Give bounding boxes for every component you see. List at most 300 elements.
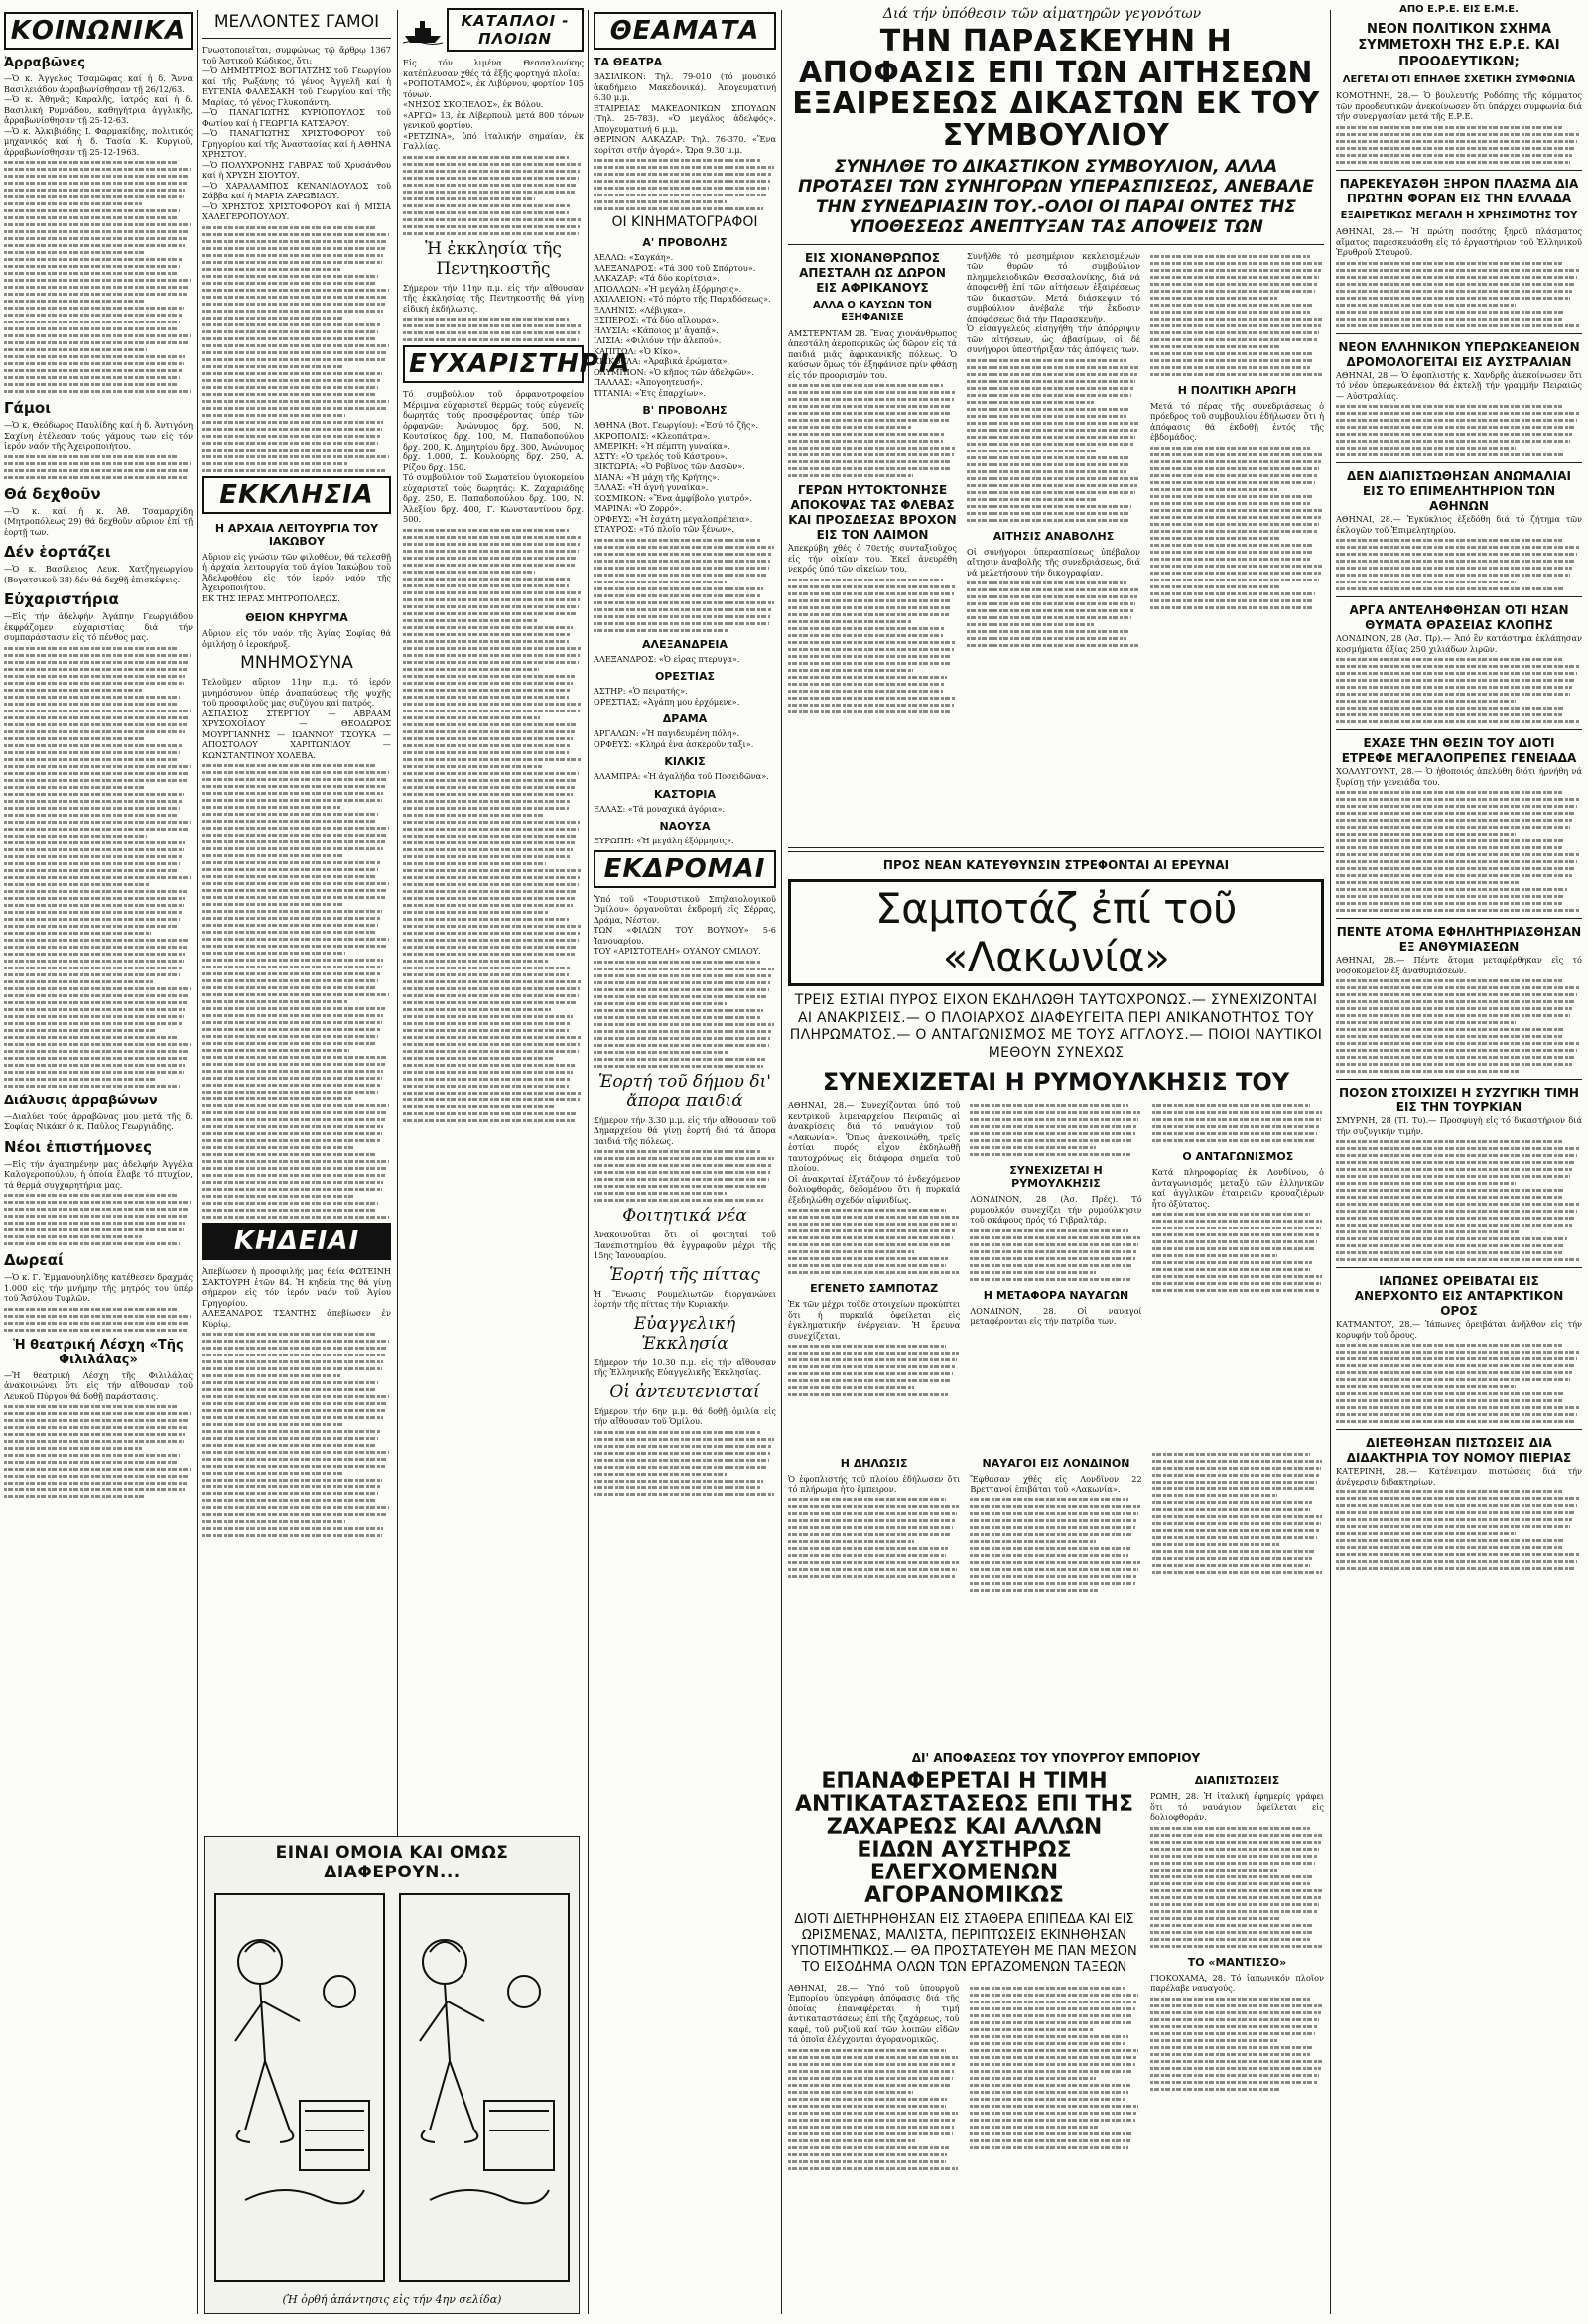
text-line [1150, 502, 1310, 505]
text-line [4, 168, 191, 171]
text-line [403, 543, 580, 546]
text-line [970, 2042, 1127, 2045]
text-line [1336, 819, 1572, 822]
text-line [4, 1242, 180, 1245]
text-line [202, 296, 387, 299]
text-line [967, 470, 1126, 473]
text-line [202, 240, 387, 243]
text-block [1152, 1104, 1324, 1142]
text-line [1336, 672, 1577, 675]
text-line [594, 1178, 769, 1181]
text-line [594, 1157, 774, 1160]
text-line [967, 588, 1138, 591]
text-line [1150, 488, 1277, 491]
text-line [970, 1146, 1096, 1149]
text-block [1336, 405, 1582, 456]
text-line [403, 758, 582, 761]
text-line [1152, 1118, 1321, 1121]
text-line [970, 1575, 1136, 1578]
text-line [970, 2049, 1139, 2052]
text-block [202, 1333, 391, 1537]
text-line [202, 966, 382, 968]
text-line [1150, 1882, 1310, 1885]
text-line [403, 828, 579, 831]
text-line [4, 279, 191, 282]
text-line [202, 1035, 378, 1038]
text-line [202, 1167, 387, 1170]
text-line [967, 644, 1138, 647]
text-line [594, 1058, 765, 1061]
brief-3-text: ΑΘΗΝΑΙ, 28.— Ὁ ἐφοπλιστής κ. Χανδρῆς ἀνεκοίνωσεν ὅτι τό νέον ὑπερωκεάνειον θά ἐκτελῇ τήν γραμμήν Πειραιῶς — Αὐστραλίας. [1336, 369, 1582, 401]
castaways-text: Ἔφθασαν χθές εἰς Λονδῖνον 22 Βρεττανοί ἐπιβάται τοῦ «Λακωνία». [970, 1474, 1142, 1494]
text-line [1152, 1487, 1316, 1490]
text-block [1152, 1213, 1324, 1292]
orestias-label: ΟΡΕΣΤΙΑΣ [654, 670, 716, 683]
sabotage-title: ΕΓΕΝΕΤΟ ΣΑΜΠΟΤΑΖ [810, 1282, 939, 1296]
text-line [788, 641, 955, 644]
text-line [202, 1423, 342, 1426]
text-line [202, 351, 387, 354]
text-line [788, 1554, 946, 1557]
text-line [967, 498, 1097, 501]
text-block [594, 1150, 776, 1202]
brief-1-subhead: ΛΕΓΕΤΑΙ ΟΤΙ ΕΠΗΛΘΕ ΣΧΕΤΙΚΗ ΣΥΜΦΩΝΙΑ [1342, 73, 1576, 85]
text-line [4, 1201, 191, 1204]
text-line [1336, 826, 1570, 829]
lead-headline: ΤΗΝ ΠΑΡΑΣΚΕΥΗΝ Η ΑΠΟΦΑΣΙΣ ΕΠΙ ΤΩΝ ΑΙΤΗΣΕΩΝ ΕΞΑΙΡΕΣΕΩΣ ΔΙΚΑΣΤΩΝ ΕΚ ΤΟΥ ΣΥΜΒΟΥΛΙΟΥ [792, 24, 1320, 153]
text-line [403, 675, 575, 678]
text-line [403, 897, 575, 900]
text-line [202, 1118, 385, 1121]
text-line [4, 1078, 157, 1081]
text-line [1336, 979, 1562, 982]
text-line [1150, 366, 1310, 369]
text-line [202, 1146, 353, 1149]
text-line [970, 1554, 1127, 1557]
municipal-party-text: Σήμερον τήν 3.30 μ.μ. εἰς τήν αἴθουσαν τοῦ Δημαρχείου θά γίνῃ ἑορτή διά τά ἄπορα παιδιά τῆς πόλεως. [594, 1114, 776, 1146]
text-line [1152, 1233, 1319, 1236]
findings-text: ΡΩΜΗ, 28. Ἡ ἰταλική ἐφημερίς γράφει ὅτι τό ναυάγιον ὀφείλεται εἰς δολιοφθοράν. [1150, 1791, 1324, 1822]
text-line [1336, 269, 1580, 272]
municipal-party-title: Ἑορτή τοῦ δήμου δι' ἄπορα παιδιά [598, 1071, 771, 1111]
weddings-heading: Γάμοι [4, 399, 52, 417]
text-line [594, 1466, 767, 1469]
appeal-title: ΑΙΤΗΣΙΣ ΑΝΑΒΟΛΗΣ [992, 529, 1115, 543]
text-line [403, 324, 582, 327]
text-line [970, 2146, 1128, 2149]
text-line [1336, 812, 1575, 815]
text-block [1152, 1453, 1324, 1574]
text-line [1150, 1924, 1314, 1927]
text-line [403, 932, 580, 935]
arrivals-text: Εἰς τόν λιμένα Θεσσαλονίκης κατέπλευσαν χθές τά ἑξῆς φορτηγά πλοῖα: «ΡΟΠΟΤΑΜΟΣ», ἐκ Λιβύρνου, φορτίον 105 τόνων. «ΝΗΣΟΣ ΣΚΟΠΕΛΟΣ», ἐκ Βόλου. «ΑΡΓΩ» 13, ἐκ Λίβερπουλ μετά 800 τόνων γενικοῦ φορτίου. «ΡΕΤΖΙΝΑ», ὑπό ἰταλικήν σημαίαν, ἐκ Γαλλίας. [403, 58, 584, 151]
text-block [4, 1405, 193, 1498]
text-line [1150, 373, 1322, 376]
text-line [788, 1223, 957, 1226]
text-line [4, 689, 142, 692]
text-line [594, 1150, 761, 1153]
column-social [4, 0, 193, 2324]
elderly-suicide-text: Ἀπεκρύβη χθές ὁ 70ετής συνταξιοῦχος εἰς τήν οἰκίαν του. Ἐκεῖ ἀνευρέθη νεκρός ὑπό τῶν οἰκείων του. [788, 543, 957, 575]
text-line [4, 897, 185, 900]
text-block [4, 647, 193, 1088]
text-line [4, 1329, 187, 1332]
text-line [788, 2146, 949, 2149]
text-line [403, 211, 569, 214]
text-line [1336, 846, 1562, 849]
text-line [202, 337, 376, 340]
text-line [594, 1023, 774, 1026]
text-line [403, 807, 569, 810]
text-line [970, 2028, 1095, 2031]
text-line [4, 994, 189, 997]
text-line [403, 689, 571, 692]
text-line [4, 730, 185, 733]
text-line [1336, 1490, 1562, 1493]
text-line [788, 1505, 959, 1508]
text-line [202, 903, 344, 906]
text-line [1336, 147, 1575, 150]
text-line [1336, 1070, 1519, 1073]
text-line [1152, 1550, 1314, 1553]
text-line [594, 974, 772, 977]
text-line [403, 1036, 582, 1039]
text-block [202, 226, 391, 472]
text-line [1152, 1460, 1323, 1463]
text-line [4, 932, 151, 935]
text-block [970, 1104, 1141, 1156]
text-line [4, 1308, 178, 1311]
transport-text: ΛΟΝΔΙΝΟΝ, 28. Οἱ ναυαγοί μεταφέρονται εἰς τήν πατρίδα των. [970, 1305, 1142, 1327]
text-line [4, 469, 189, 472]
kastoria-label: ΚΑΣΤΟΡΙΑ [653, 787, 717, 801]
text-line [788, 1257, 948, 1260]
text-line [788, 1575, 955, 1578]
sermon-title: ΘΕΙΟΝ ΚΗΡΥΓΜΑ [245, 611, 348, 624]
text-line [202, 840, 385, 843]
donations-text: —Ὁ κ. Γ. Ἐμμανουηλίδης κατέθεσεν δραχμάς 1.000 εἰς τήν μνήμην τῆς μητρός του ὑπέρ τοῦ Ἄσύλου Τυφλῶν. [4, 1272, 193, 1303]
text-line [1336, 1518, 1572, 1521]
brief-1-headline: ΝΕΟΝ ΠΟΛΙΤΙΚΟΝ ΣΧΗΜΑ ΣΥΜΜΕΤΟΧΗ ΤΗΣ Ε.Ρ.Ε. ΚΑΙ ΠΡΟΟΔΕΥΤΙΚΩΝ; [1358, 22, 1560, 69]
text-line [1336, 1511, 1575, 1514]
alexandreia-text: ΑΛΕΞΑΝΔΡΟΣ: «Ὁ εἰρας πτερυγα». [594, 653, 740, 664]
text-line [403, 876, 580, 879]
alexandreia-label: ΑΛΕΞΑΝΔΡΕΙΑ [642, 637, 728, 651]
text-line [970, 1236, 1140, 1239]
weddings-text: —Ὁ κ. Θεόδωρος Παυλίδης καί ἡ δ. Ἀντιγόνη Σαχίνη ἐτέλεσαν τούς γάμους των εἰς τόν ἱερόν ναόν τῆς Ἀχειροποιήτου. [4, 420, 193, 451]
text-line [1336, 1021, 1516, 1024]
text-line [403, 793, 573, 796]
text-block [967, 359, 1140, 522]
text-line [4, 1447, 142, 1450]
text-line [1150, 516, 1321, 519]
text-block [4, 161, 193, 393]
text-line [788, 384, 943, 387]
political-aid-title: Η ΠΟΛΙΤΙΚΗ ΑΡΩΓΗ [1177, 383, 1297, 397]
text-line [202, 1513, 387, 1516]
text-line [1336, 574, 1570, 577]
text-line [1150, 1841, 1321, 1844]
text-line [788, 1547, 948, 1550]
text-line [4, 911, 182, 914]
text-block [1336, 262, 1582, 327]
text-line [4, 723, 187, 726]
text-block [1150, 1998, 1324, 2091]
receiving-text: —Ὁ κ. καί ἡ κ. Ἀθ. Τσαμαρχίδη (Μητροπόλεως 29) θά δεχθοῦν αὔριον ἐπί τῇ ἑορτῇ των. [4, 505, 193, 537]
future-weddings-text: Γνωστοποιεῖται, συμφώνως τῷ ἄρθρῳ 1367 τοῦ Ἀστικοῦ Κώδικος, ὅτι: —Ὁ ΔΗΜΗΤΡΙΟΣ ΒΟΓΙΑΤΖΗΣ τοῦ Γεωργίου καί τῆς Ρωξάνης τό γένος Ἀγγελῆ καί ἡ ΕΥΓΕΝΙΑ ΦΑΛΕΣΑΚΗ τοῦ Γεωργίου καί τῆς Μαρίας, τό γένος Γλυκοπάντη. —Ὁ ΠΑΝΑΓΙΩΤΗΣ ΚΥΡΙΟΠΟΥΛΟΣ τοῦ Φωτίου καί ἡ ΓΕΩΡΓΙΑ ΚΑΤΣΑΡΟΥ. —Ὁ ΠΑΝΑΓΙΩΤΗΣ ΧΡΙΣΤΟΦΟΡΟΥ τοῦ Γρηγορίου καί τῆς Ἀναστασίας καί ἡ ΑΘΗΝΑ ΧΡΗΣΤΟΥ. —Ὁ ΠΟΛΥΧΡΟΝΗΣ ΓΑΒΡΑΣ τοῦ Χρυσάνθου καί ἡ ΧΡΥΣΗ ΣΙΟΥΤΟΥ. —Ὁ ΧΑΡΑΛΑΜΠΟΣ ΚΕΝΑΝΙΔΟΥΛΟΣ τοῦ Σάββα καί ἡ ΜΑΡΙΑ ΖΑΡΩΒΙΔΟΥ. —Ὁ ΧΡΗΣΤΟΣ ΧΡΙΣΤΟΦΟΡΟΥ καί ἡ ΜΙΣΙΑ ΧΑΛΕΓΕΡΟΠΟΥΛΟΥ. [202, 45, 391, 221]
future-weddings-title: ΜΕΛΛΟΝΤΕΣ ΓΑΜΟΙ [213, 12, 380, 32]
text-line [1336, 881, 1519, 884]
text-line [1336, 587, 1565, 590]
text-line [1336, 1546, 1562, 1549]
text-line [1336, 1385, 1516, 1388]
text-line [594, 961, 761, 964]
text-line [4, 175, 189, 178]
findings-title: ΔΙΑΠΙΣΤΩΣΕΙΣ [1194, 1774, 1280, 1787]
text-block [788, 1209, 960, 1274]
text-line [1152, 1247, 1316, 1250]
text-line [202, 1499, 376, 1502]
text-line [594, 608, 772, 611]
text-line [1150, 2018, 1319, 2021]
sugar-story [788, 1751, 1324, 2316]
rivalry-title: Ο ΑΝΤΑΓΩΝΙΣΜΟΣ [1182, 1150, 1294, 1164]
text-line [1336, 539, 1562, 542]
text-line [202, 1506, 389, 1509]
text-line [1336, 1224, 1572, 1227]
text-line [1336, 1420, 1575, 1423]
text-line [967, 456, 1130, 459]
text-line [1152, 1515, 1323, 1518]
text-line [4, 223, 191, 226]
text-line [1336, 1364, 1575, 1367]
column-rule [781, 10, 782, 2314]
text-line [594, 1431, 761, 1434]
brief-5-text: ΛΟΝΔΙΝΟΝ, 28 (Ἀσ. Πρ).— Ἀπό ἓν κατάστημα ἐκλάπησαν κοσμήματα ἀξίας 250 χιλιάδων λιρῶν. [1336, 633, 1582, 654]
text-line [1336, 1504, 1577, 1507]
brief-10-headline: ΔΙΕΤΕΘΗΣΑΝ ΠΙΣΤΩΣΕΙΣ ΔΙΑ ΔΙΔΑΚΤΗΡΙΑ ΤΟΥ ΝΟΜΟΥ ΠΙΕΡΙΑΣ [1346, 1436, 1572, 1466]
text-block [970, 1987, 1141, 2149]
text-line [1336, 860, 1577, 863]
text-line [1336, 1230, 1519, 1233]
top-kicker: Διά τήν ὑπόθεσιν τῶν αἱματηρῶν γεγονότων [882, 6, 1202, 22]
text-block [1336, 979, 1582, 1073]
text-line [202, 945, 387, 948]
text-line [4, 1482, 187, 1485]
text-line [4, 1495, 144, 1498]
text-line [788, 1526, 953, 1529]
text-line [967, 602, 1135, 605]
text-block [1336, 658, 1582, 723]
text-line [1336, 1203, 1580, 1206]
text-line [4, 244, 185, 247]
text-line [788, 1216, 959, 1219]
donations-heading: Δωρεαί [4, 1251, 64, 1269]
text-block [403, 529, 584, 1122]
text-line [594, 1438, 774, 1441]
text-line [4, 862, 180, 865]
text-line [1336, 686, 1572, 689]
text-line [594, 546, 774, 549]
text-line [1336, 1244, 1565, 1247]
text-line [403, 1092, 582, 1095]
cartoon-caption-bottom: (Ἡ ὀρθή ἀπάντησις εἰς τήν 4ην σελίδα) [282, 2293, 502, 2306]
cinemas-label: ΟΙ ΚΙΝΗΜΑΤΟΓΡΑΦΟΙ [611, 214, 758, 230]
text-line [202, 407, 387, 410]
text-line [403, 550, 579, 553]
text-line [1336, 1237, 1567, 1240]
text-line [1336, 1378, 1570, 1381]
drama-label: ΔΡΑΜΑ [662, 712, 708, 725]
text-line [970, 1498, 1127, 1501]
text-line [594, 594, 761, 597]
text-line [1336, 161, 1570, 164]
text-line [1336, 433, 1572, 436]
text-line [403, 841, 575, 844]
text-line [403, 1050, 579, 1053]
text-line [1336, 853, 1580, 856]
text-line [1150, 585, 1280, 588]
text-line [1152, 1111, 1323, 1114]
text-line [788, 1229, 955, 1232]
text-line [4, 355, 185, 358]
brief-9-headline: ΙΑΠΩΝΕΣ ΟΡΕΙΒΑΤΑΙ ΕΙΣ ΑΝΕΡΧΟΝΤΟ ΕΙΣ ΑΝΤΑΡΚΤΙΚΟΝ ΟΡΟΣ [1354, 1274, 1564, 1319]
text-line [1336, 405, 1562, 408]
text-line [1152, 1254, 1278, 1257]
text-line [202, 1340, 389, 1343]
text-line [4, 654, 191, 657]
text-line [202, 310, 383, 313]
text-line [1150, 447, 1310, 450]
text-line [4, 300, 146, 303]
text-line [788, 2126, 954, 2129]
text-line [1336, 304, 1516, 307]
text-line [788, 613, 949, 616]
text-line [1152, 1508, 1310, 1511]
text-line [202, 1367, 382, 1370]
text-line [788, 627, 945, 630]
text-line [788, 405, 952, 408]
text-line [1336, 290, 1572, 293]
text-line [594, 539, 761, 542]
sugar-headline: ΕΠΑΝΑΦΕΡΕΤΑΙ Η ΤΙΜΗ ΑΝΤΙΚΑΤΑΣΤΑΣΕΩΣ ΕΠΙ ΤΗΣ ΖΑΧΑΡΕΩΣ ΚΑΙ ΑΛΛΩΝ ΕΙΔΩΝ ΑΥΣΤΗΡΩΣ ΕΛΕΓΧΟΜΕΝΩΝ ΑΓΟΡΑΝΟΜΙΚΩΣ [795, 1769, 1133, 1909]
text-line [4, 828, 189, 831]
text-line [202, 792, 383, 795]
text-line [1150, 551, 1312, 554]
text-line [1150, 1998, 1310, 2001]
text-line [1336, 1182, 1516, 1185]
text-line [4, 189, 185, 192]
text-line [970, 2105, 1139, 2108]
text-line [1336, 658, 1562, 661]
text-line [970, 2021, 1132, 2024]
statement-title: Η ΔΗΛΩΣΙΣ [840, 1457, 908, 1470]
text-line [1336, 546, 1580, 549]
text-line [1336, 1056, 1575, 1059]
text-line [970, 2119, 1135, 2122]
text-line [970, 2014, 1134, 2017]
text-line [970, 1582, 1134, 1585]
text-line [202, 1049, 349, 1052]
text-line [202, 1492, 378, 1495]
text-line [1336, 805, 1577, 808]
text-line [1152, 1564, 1310, 1567]
text-line [594, 1452, 770, 1455]
text-line [967, 512, 1130, 515]
text-line [1152, 1481, 1317, 1484]
text-line [1336, 133, 1580, 136]
text-line [202, 1111, 387, 1114]
shipping-header [403, 8, 584, 52]
text-line [4, 1461, 178, 1464]
text-line [970, 2132, 1132, 2135]
ship-icon [403, 16, 443, 44]
text-line [970, 1118, 1138, 1121]
text-line [1150, 2032, 1315, 2035]
text-line [1336, 888, 1567, 891]
text-line [594, 567, 769, 570]
text-line [1336, 440, 1570, 443]
text-line [788, 1243, 952, 1246]
text-line [1150, 467, 1319, 470]
text-line [788, 620, 911, 623]
text-line [202, 1395, 389, 1398]
text-line [1336, 1344, 1562, 1347]
text-line [594, 1192, 727, 1195]
sugar-subhead: ΔΙΟΤΙ ΔΙΕΤΗΡΗΘΗΣΑΝ ΕΙΣ ΣΤΑΘΕΡΑ ΕΠΙΠΕΔΑ ΚΑΙ ΕΙΣ ΩΡΙΣΜΕΝΑΣ, ΜΑΛΙΣΤΑ, ΠΕΡΙΠΤΩΣΕΙΣ ΕΚΙΝΗΘΗΣΑΝ ΥΠΟΤΙΜΗΤΙΚΩΣ.— ΘΑ ΠΡΟΣΤΑΤΕΥΘΗ ΜΕ ΠΑΝ ΜΕΣΟΝ ΤΟ ΕΙΣΟΔΗΜΑ ΟΛΩΝ ΤΩΝ ΕΡΓΑΖΟΜΕΝΩΝ ΤΑΞΕΩΝ [791, 1911, 1137, 1976]
text-line [4, 251, 144, 254]
text-line [202, 1458, 387, 1461]
text-line [202, 917, 380, 920]
text-line [1150, 460, 1321, 463]
text-line [788, 1519, 955, 1522]
text-line [403, 661, 579, 664]
text-line [788, 710, 952, 713]
text-line [970, 1132, 1134, 1135]
text-line [202, 1416, 383, 1419]
text-line [4, 1433, 185, 1436]
text-line [202, 771, 389, 774]
brief-4-headline: ΔΕΝ ΔΙΑΠΙΣΤΩΘΗΣΑΝ ΑΝΩΜΑΛΙΑΙ ΕΙΣ ΤΟ ΕΠΙΜΕΛΗΤΗΡΙΟΝ ΤΩΝ ΑΘΗΝΩΝ [1346, 469, 1572, 514]
text-line [970, 1533, 1133, 1536]
text-line [1336, 324, 1580, 327]
text-line [202, 1139, 380, 1142]
text-line [202, 1465, 385, 1468]
text-line [4, 869, 178, 872]
text-line [1150, 579, 1319, 581]
text-line [403, 1071, 573, 1074]
text-line [4, 1022, 182, 1025]
text-line [403, 191, 575, 194]
text-line [1336, 986, 1580, 989]
text-line [202, 1347, 387, 1350]
text-line [970, 1264, 1133, 1267]
cartoon-caption-top: ΕΙΝΑΙ ΟΜΟΙΑ ΚΑΙ ΟΜΩΣ ΔΙΑΦΕΡΟΥΝ... [275, 1843, 509, 1882]
text-line [1336, 791, 1562, 794]
text-line [788, 2063, 956, 2066]
text-line [403, 737, 573, 740]
text-block [202, 764, 391, 1219]
text-block [788, 1345, 960, 1396]
text-line [202, 344, 389, 347]
text-line [594, 615, 770, 618]
text-line [202, 1000, 347, 1003]
text-line [1336, 1553, 1580, 1556]
text-line [202, 435, 380, 438]
thanks-text: —Εἰς τήν ἀδελφήν Ἀγάπην Γεωργιάδου ἐκφράζομεν εὐχαριστίας διά τήν συμπαράστασιν εἰς τό πένθος μας. [4, 611, 193, 642]
text-line [403, 633, 571, 636]
text-line [4, 883, 149, 886]
